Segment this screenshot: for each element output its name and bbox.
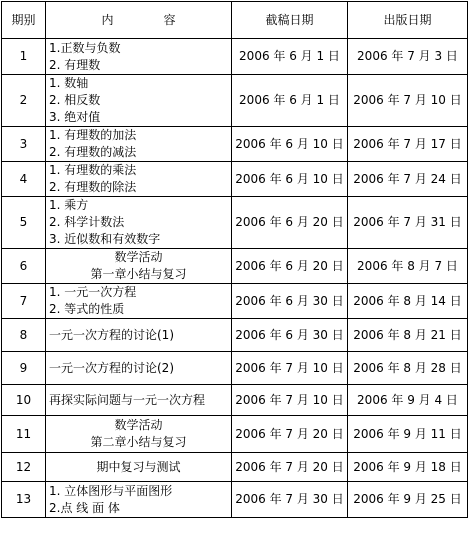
content-cell: [46, 385, 232, 416]
table-row: [2, 453, 468, 482]
deadline-cell: 2006 年 6 月 30 日: [232, 284, 348, 319]
content-line: 第一章小结与复习: [90, 267, 187, 281]
header-content: [46, 2, 232, 39]
content-line: 第二章小结与复习: [90, 435, 187, 449]
table-row: [2, 482, 468, 518]
table-row: [2, 197, 468, 249]
content-line: 一元一次方程的讨论(1): [49, 327, 174, 342]
content-line: 3. 绝对值: [49, 110, 101, 124]
publish-cell: 2006 年 9 月 25 日: [348, 482, 468, 518]
content-line: 2. 等式的性质: [49, 302, 125, 316]
table-row: [2, 352, 468, 385]
content-line: 1. 一元一次方程: [49, 285, 137, 299]
content-cell: [46, 482, 232, 518]
table-row: [2, 249, 468, 284]
publish-cell: 2006 年 8 月 7 日: [348, 249, 468, 284]
content-line: 1. 数轴: [49, 76, 89, 90]
content-cell: [46, 416, 232, 453]
period-cell: 3: [2, 127, 46, 162]
publish-cell: 2006 年 7 月 17 日: [348, 127, 468, 162]
publish-cell: 2006 年 7 月 10 日: [348, 75, 468, 127]
deadline-cell: 2006 年 7 月 10 日: [232, 385, 348, 416]
period-cell: 8: [2, 319, 46, 352]
period-cell: 7: [2, 284, 46, 319]
period-cell: 2: [2, 75, 46, 127]
content-cell: [46, 319, 232, 352]
publish-cell: 2006 年 9 月 11 日: [348, 416, 468, 453]
deadline-cell: 2006 年 6 月 30 日: [232, 319, 348, 352]
deadline-cell: 2006 年 6 月 1 日: [232, 75, 348, 127]
content-line: 1. 乘方: [49, 198, 89, 212]
period-cell: 5: [2, 197, 46, 249]
table-row: [2, 385, 468, 416]
deadline-cell: 2006 年 7 月 30 日: [232, 482, 348, 518]
table-row: [2, 75, 468, 127]
period-cell: 13: [2, 482, 46, 518]
publish-cell: 2006 年 8 月 21 日: [348, 319, 468, 352]
deadline-cell: 2006 年 6 月 1 日: [232, 39, 348, 75]
schedule-table-wrapper: [1, 1, 468, 518]
publish-cell: 2006 年 8 月 14 日: [348, 284, 468, 319]
content-line: 数学活动: [114, 250, 163, 264]
content-cell: [46, 75, 232, 127]
content-line: 数学活动: [114, 418, 163, 432]
publish-cell: 2006 年 9 月 18 日: [348, 453, 468, 482]
deadline-cell: 2006 年 6 月 10 日: [232, 162, 348, 197]
header-period: 期别: [2, 2, 46, 39]
content-line: 再探实际问题与一元一次方程: [49, 392, 206, 407]
content-cell: [46, 127, 232, 162]
deadline-cell: 2006 年 6 月 10 日: [232, 127, 348, 162]
period-cell: 9: [2, 352, 46, 385]
header-deadline: 截稿日期: [232, 2, 348, 39]
period-cell: 12: [2, 453, 46, 482]
deadline-cell: 2006 年 7 月 20 日: [232, 416, 348, 453]
table-row: [2, 284, 468, 319]
period-cell: 11: [2, 416, 46, 453]
content-line: 2. 有理数: [49, 57, 101, 72]
table-row: [2, 127, 468, 162]
deadline-cell: 2006 年 7 月 20 日: [232, 453, 348, 482]
publish-cell: 2006 年 7 月 31 日: [348, 197, 468, 249]
table-row: [2, 319, 468, 352]
table-row: [2, 416, 468, 453]
header-row: [2, 2, 468, 39]
schedule-body: [2, 39, 468, 518]
header-content-char-1: 内: [101, 12, 114, 27]
content-line: 期中复习与测试: [96, 459, 181, 474]
content-cell: [46, 352, 232, 385]
content-cell: [46, 453, 232, 482]
deadline-cell: 2006 年 6 月 20 日: [232, 197, 348, 249]
content-line: 3. 近似数和有效数字: [49, 232, 161, 246]
content-line: 一元一次方程的讨论(2): [49, 360, 174, 375]
deadline-cell: 2006 年 6 月 20 日: [232, 249, 348, 284]
content-line: 2.点 线 面 体: [49, 500, 120, 515]
period-cell: 10: [2, 385, 46, 416]
publish-cell: 2006 年 9 月 4 日: [348, 385, 468, 416]
content-line: 2. 相反数: [49, 93, 101, 107]
period-cell: 4: [2, 162, 46, 197]
content-line: 2. 科学计数法: [49, 215, 125, 229]
deadline-cell: 2006 年 7 月 10 日: [232, 352, 348, 385]
table-row: [2, 162, 468, 197]
content-cell: [46, 249, 232, 284]
content-line: 1. 有理数的加法: [49, 128, 137, 142]
table-row: [2, 39, 468, 75]
header-publish: 出版日期: [348, 2, 468, 39]
period-cell: 1: [2, 39, 46, 75]
content-cell: [46, 284, 232, 319]
content-line: 1.正数与负数: [49, 40, 121, 55]
content-line: 2. 有理数的除法: [49, 180, 137, 194]
publish-cell: 2006 年 7 月 24 日: [348, 162, 468, 197]
content-cell: [46, 162, 232, 197]
content-line: 1. 有理数的乘法: [49, 163, 137, 177]
header-content-char-2: 容: [163, 12, 176, 27]
period-cell: 6: [2, 249, 46, 284]
schedule-table: [1, 1, 468, 518]
content-cell: [46, 39, 232, 75]
content-cell: [46, 197, 232, 249]
content-line: 2. 有理数的减法: [49, 145, 137, 159]
publish-cell: 2006 年 7 月 3 日: [348, 39, 468, 75]
publish-cell: 2006 年 8 月 28 日: [348, 352, 468, 385]
content-line: 1. 立体图形与平面图形: [49, 483, 173, 498]
